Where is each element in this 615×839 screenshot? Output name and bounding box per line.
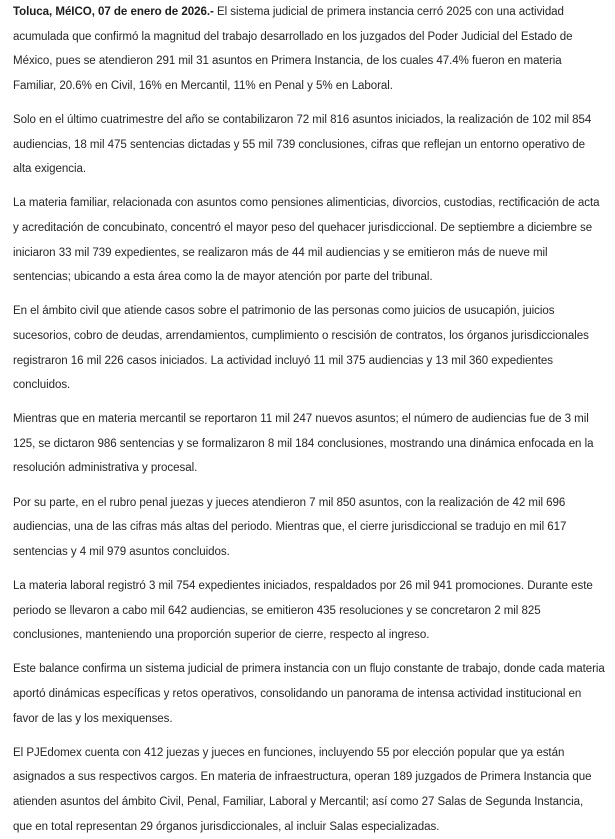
paragraph-balance: Este balance confirma un sistema judicial de primera instancia con un flujo constante de trabajo, donde cada materia aportó dinámicas específicas y retos operativos, consolidando un panorama de intensa actividad institucional en favor de las y los mexiquenses. <box>13 663 605 725</box>
paragraph-mercantil: Mientras que en materia mercantil se reportaron 11 mil 247 nuevos asuntos; el número de audiencias fue de 3 mil 125, se dictaron 986 sentencias y se formalizaron 8 mil 184 conclusiones, mostrando una dinámica enfocada en la resolución administrativa y procesal. <box>13 413 594 475</box>
paragraph-pjedomex: El PJEdomex cuenta con 412 juezas y jueces en funciones, incluyendo 55 por elección popular que ya están asignados a sus respectivos cargos. En materia de infraestructura, operan 189 juzgados de Primera Instancia que atienden asuntos del ámbito Civil, Penal, Familiar, Laboral y Mercantil; así como 27 Salas de Segunda Instancia, que en total representan 29 órganos jurisdiccionales, al incluir Salas especializadas. <box>13 746 592 833</box>
paragraph-cuatrimestre: Solo en el último cuatrimestre del año se contabilizaron 72 mil 816 asuntos iniciados, la realización de 102 mil 854 audiencias, 18 mil 475 sentencias dictadas y 55 mil 739 conclusiones, cifras que reflejan un entorno operativo de alta exigencia. <box>13 113 592 176</box>
paragraph-penal: Por su parte, en el rubro penal juezas y jueces atendieron 7 mil 850 asuntos, con la realización de 42 mil 696 audiencias, una de las cifras más altas del periodo. Mientras que, el cierre jurisdiccional se tradujo en mil 617 sentencias y 4 mil 979 asuntos concluidos. <box>13 496 567 558</box>
paragraph-laboral: La materia laboral registró 3 mil 754 expedientes iniciados, respaldados por 26 mil 941 promociones. Durante este periodo se llevaron a cabo mil 642 audiencias, se emitieron 435 resoluciones y se concretaron 2 mil 825 conclusiones, manteniendo una proporción superior de cierre, respecto al ingreso. <box>13 580 593 642</box>
dateline: Toluca, MéICO, 07 de enero de 2026.- <box>13 6 214 18</box>
lead-paragraph <box>13 0 605 98</box>
lead-text: El sistema judicial de primera instancia cerró 2025 con una actividad acumulada que confirmó la magnitud del trabajo desarrollado en los juzgados del Poder Judicial del Estado de México, pues se atendieron 291 mil 31 asuntos en Primera Instancia, de los cuales 47.4% fueron en materia Familiar, 20.6% en Civil, 16% en Mercantil, 11% en Penal y 5% en Laboral. <box>13 6 573 92</box>
paragraph-familiar: La materia familiar, relacionada con asuntos como pensiones alimenticias, divorcios, custodias, rectificación de acta y acreditación de concubinato, concentró el mayor peso del quehacer jurisdiccional. De septiembre a diciembre se iniciaron 33 mil 739 expedientes, se realizaron más de 44 mil audiencias y se emitieron más de nueve mil sentencias; ubicando a esta área como la de mayor atención por parte del tribunal. <box>13 197 600 284</box>
paragraph-civil: En el ámbito civil que atiende casos sobre el patrimonio de las personas como juicios de usucapión, juicios sucesorios, cobro de deudas, arrendamientos, cumplimiento o rescisión de contratos, los órganos jurisdiccionales registraron 16 mil 226 casos iniciados. La actividad incluyó 11 mil 375 audiencias y 13 mil 360 expedientes concluidos. <box>13 305 589 392</box>
